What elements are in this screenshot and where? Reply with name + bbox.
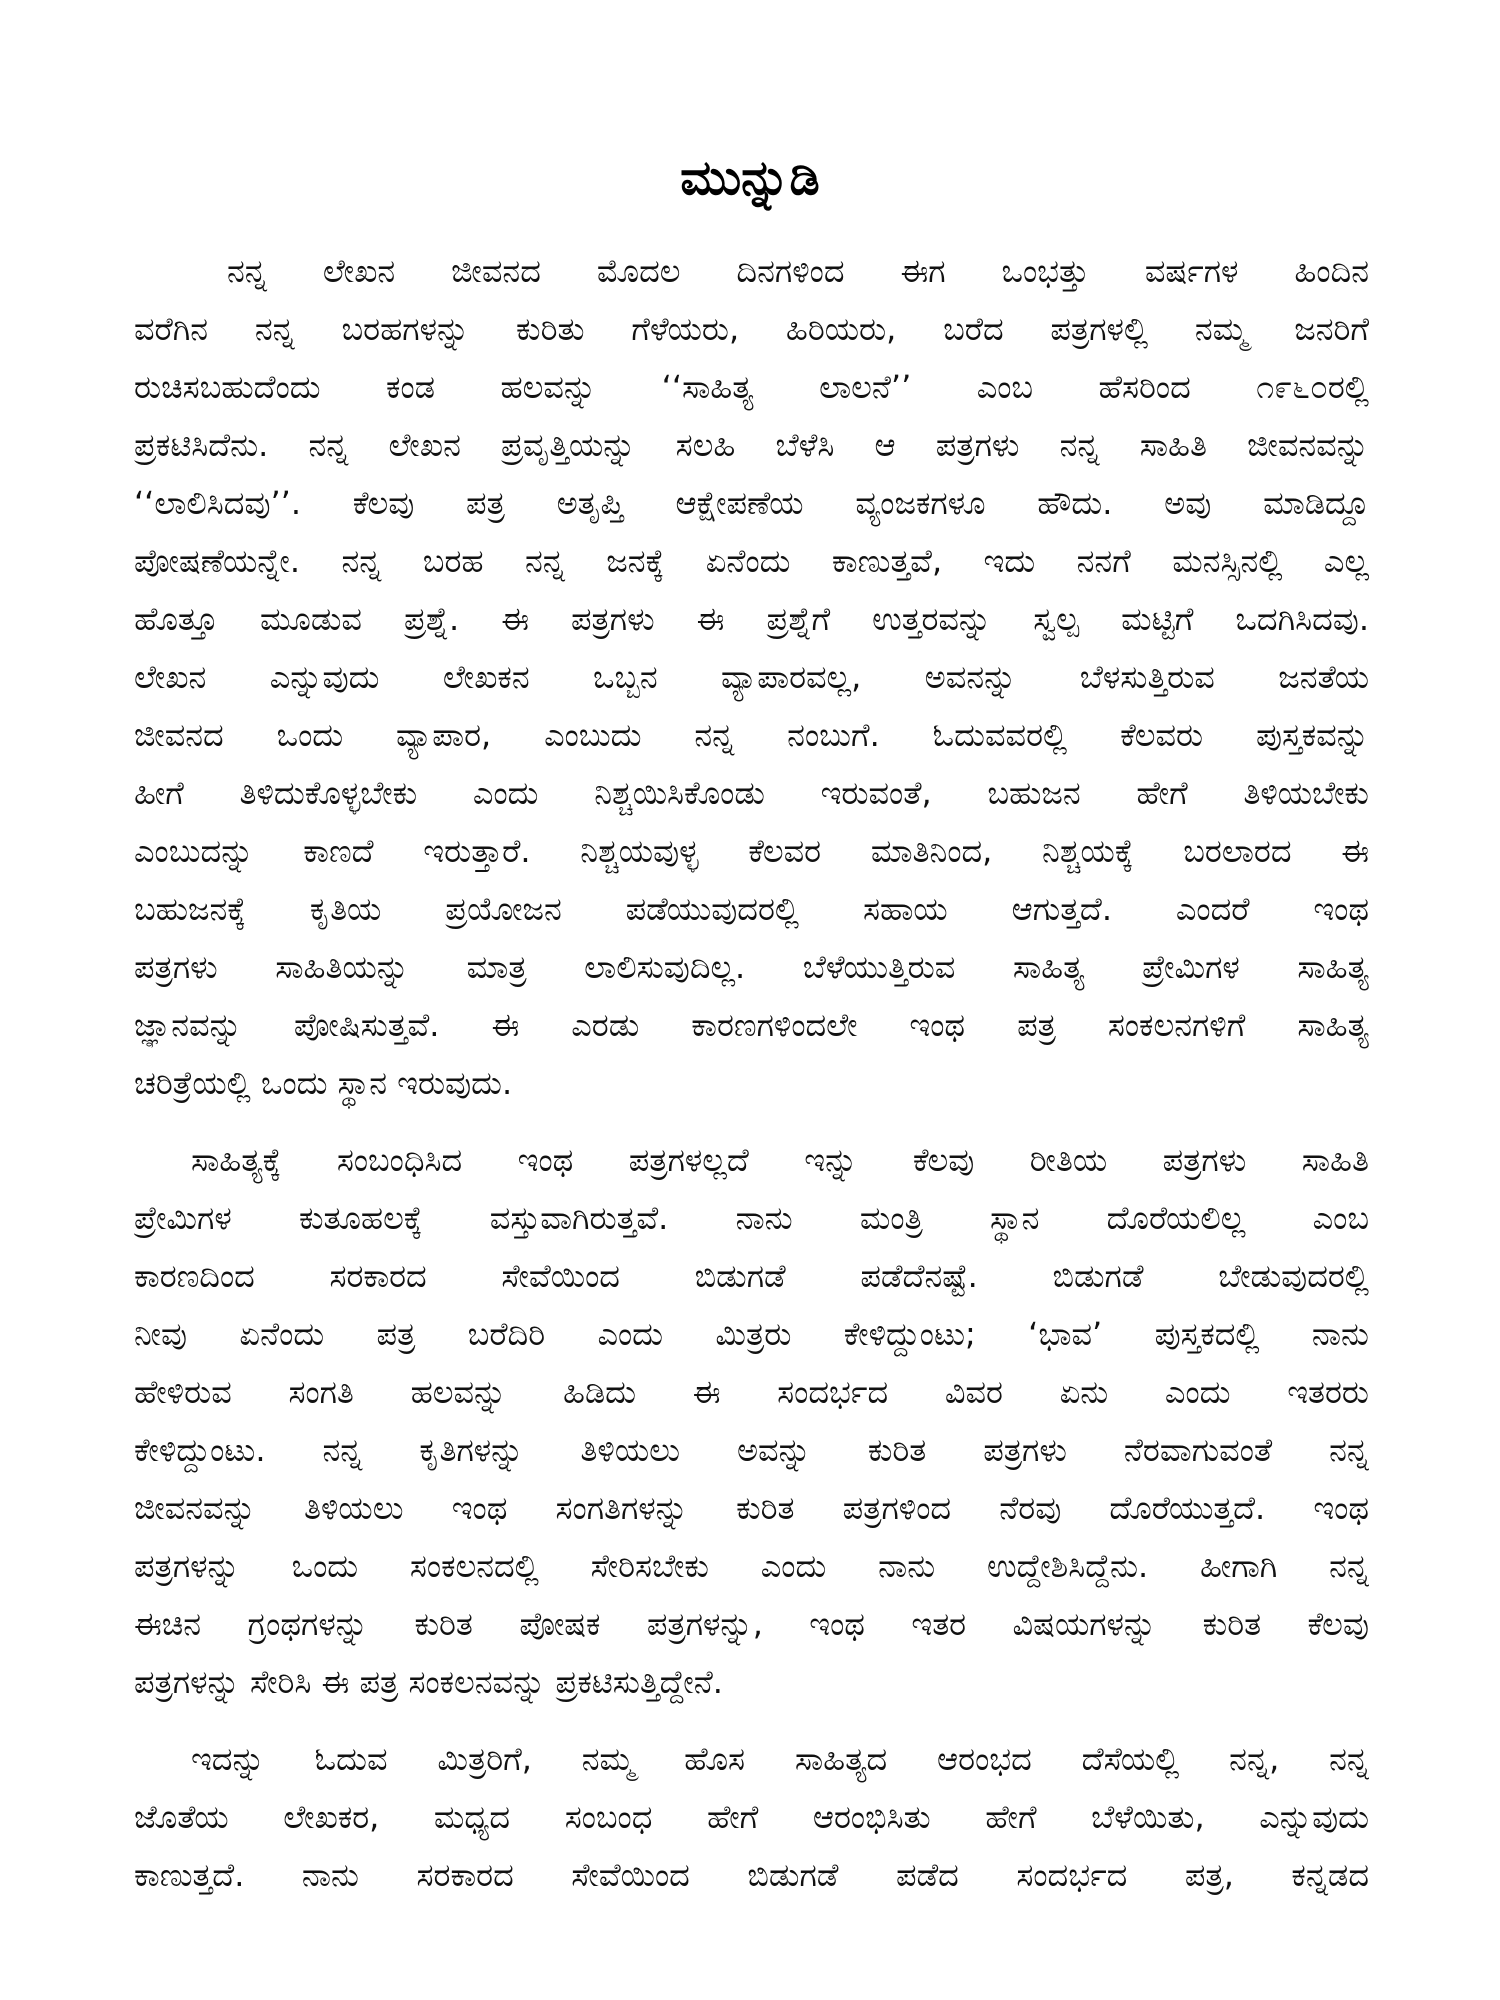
text-line: ಚರಿತ್ರೆಯಲ್ಲಿ ಒಂದು ಸ್ಥಾನ ಇರುವುದು. [134,1064,513,1102]
text-line: ಈಚಿನ ಗ್ರಂಥಗಳನ್ನು ಕುರಿತ ಪೋಷಕ ಪತ್ರಗಳನ್ನು, ಇಂಥ ಇತರ ವಿಷಯಗಳನ್ನು ಕುರಿತ ಕೆಲವು [134,1605,1369,1643]
text-line: ನೀವು ಏನೆಂದು ಪತ್ರ ಬರೆದಿರಿ ಎಂದು ಮಿತ್ರರು ಕೇಳಿದ್ದುಂಟು; ‘ಭಾವ’ ಪುಸ್ತಕದಲ್ಲಿ ನಾನು [134,1315,1369,1353]
text-line: ಕೇಳಿದ್ದುಂಟು. ನನ್ನ ಕೃತಿಗಳನ್ನು ತಿಳಿಯಲು ಅವನ್ನು ಕುರಿತ ಪತ್ರಗಳು ನೆರವಾಗುವಂತೆ ನನ್ನ [134,1431,1369,1469]
page-title: ಮುನ್ನುಡಿ [680,150,820,206]
text-line: ಎಂಬುದನ್ನು ಕಾಣದೆ ಇರುತ್ತಾರೆ. ನಿಶ್ಚಯವುಳ್ಳ ಕೆಲವರ ಮಾತಿನಿಂದ, ನಿಶ್ಚಯಕ್ಕೆ ಬರಲಾರದ ಈ [134,832,1369,870]
text-line: ‘‘ಲಾಲಿಸಿದವು’’. ಕೆಲವು ಪತ್ರ ಅತೃಪ್ತಿ ಆಕ್ಷೇಪಣೆಯ ವ್ಯಂಜಕಗಳೂ ಹೌದು. ಅವು ಮಾಡಿದ್ದೂ [134,484,1369,522]
text-line: ಪತ್ರಗಳನ್ನು ಒಂದು ಸಂಕಲನದಲ್ಲಿ ಸೇರಿಸಬೇಕು ಎಂದು ನಾನು ಉದ್ದೇಶಿಸಿದ್ದೆನು. ಹೀಗಾಗಿ ನನ್ನ [134,1547,1369,1585]
text-line: ಜೊತೆಯ ಲೇಖಕರ, ಮಧ್ಯದ ಸಂಬಂಧ ಹೇಗೆ ಆರಂಭಿಸಿತು ಹೇಗೆ ಬೆಳೆಯಿತು, ಎನ್ನುವುದು [134,1798,1369,1836]
text-line: ಹೇಳಿರುವ ಸಂಗತಿ ಹಲವನ್ನು ಹಿಡಿದು ಈ ಸಂದರ್ಭದ ವಿವರ ಏನು ಎಂದು ಇತರರು [134,1373,1369,1411]
text-line: ಸಾಹಿತ್ಯಕ್ಕೆ ಸಂಬಂಧಿಸಿದ ಇಂಥ ಪತ್ರಗಳಲ್ಲದೆ ಇನ್ನು ಕೆಲವು ರೀತಿಯ ಪತ್ರಗಳು ಸಾಹಿತಿ [191,1141,1369,1179]
text-line: ಪ್ರೇಮಿಗಳ ಕುತೂಹಲಕ್ಕೆ ವಸ್ತುವಾಗಿರುತ್ತವೆ. ನಾನು ಮಂತ್ರಿ ಸ್ಥಾನ ದೊರೆಯಲಿಲ್ಲ ಎಂಬ [134,1199,1369,1237]
paragraph-3 [134,1730,1369,1904]
text-line: ಲೇಖನ ಎನ್ನುವುದು ಲೇಖಕನ ಒಬ್ಬನ ವ್ಯಾಪಾರವಲ್ಲ, ಅವನನ್ನು ಬೆಳಸುತ್ತಿರುವ ಜನತೆಯ [134,658,1369,696]
paragraph-1 [134,242,1369,1112]
text-line: ಪ್ರಕಟಿಸಿದೆನು. ನನ್ನ ಲೇಖನ ಪ್ರವೃತ್ತಿಯನ್ನು ಸಲಹಿ ಬೆಳೆಸಿ ಆ ಪತ್ರಗಳು ನನ್ನ ಸಾಹಿತಿ ಜೀವನವನ್ನು [134,426,1369,464]
text-line: ಪತ್ರಗಳು ಸಾಹಿತಿಯನ್ನು ಮಾತ್ರ ಲಾಲಿಸುವುದಿಲ್ಲ. ಬೆಳೆಯುತ್ತಿರುವ ಸಾಹಿತ್ಯ ಪ್ರೇಮಿಗಳ ಸಾಹಿತ್ಯ [134,948,1369,986]
text-line: ಕಾರಣದಿಂದ ಸರಕಾರದ ಸೇವೆಯಿಂದ ಬಿಡುಗಡೆ ಪಡೆದೆನಷ್ಟೆ. ಬಿಡುಗಡೆ ಬೇಡುವುದರಲ್ಲಿ [134,1257,1369,1295]
paragraph-2 [134,1131,1369,1711]
text-line: ವರೆಗಿನ ನನ್ನ ಬರಹಗಳನ್ನು ಕುರಿತು ಗೆಳೆಯರು, ಹಿರಿಯರು, ಬರೆದ ಪತ್ರಗಳಲ್ಲಿ ನಮ್ಮ ಜನರಿಗೆ [134,310,1369,348]
text-line: ಕಾಣುತ್ತದೆ. ನಾನು ಸರಕಾರದ ಸೇವೆಯಿಂದ ಬಿಡುಗಡೆ ಪಡೆದ ಸಂದರ್ಭದ ಪತ್ರ, ಕನ್ನಡದ [134,1856,1369,1894]
text-line: ಜ್ಞಾನವನ್ನು ಪೋಷಿಸುತ್ತವೆ. ಈ ಎರಡು ಕಾರಣಗಳಿಂದಲೇ ಇಂಥ ಪತ್ರ ಸಂಕಲನಗಳಿಗೆ ಸಾಹಿತ್ಯ [134,1006,1369,1044]
text-line: ಹೀಗೆ ತಿಳಿದುಕೊಳ್ಳಬೇಕು ಎಂದು ನಿಶ್ಚಯಿಸಿಕೊಂಡು ಇರುವಂತೆ, ಬಹುಜನ ಹೇಗೆ ತಿಳಿಯಬೇಕು [134,774,1369,812]
text-line: ಹೊತ್ತೂ ಮೂಡುವ ಪ್ರಶ್ನೆ. ಈ ಪತ್ರಗಳು ಈ ಪ್ರಶ್ನೆಗೆ ಉತ್ತರವನ್ನು ಸ್ವಲ್ಪ ಮಟ್ಟಿಗೆ ಒದಗಿಸಿದವು. [134,600,1369,638]
text-line: ಜೀವನವನ್ನು ತಿಳಿಯಲು ಇಂಥ ಸಂಗತಿಗಳನ್ನು ಕುರಿತ ಪತ್ರಗಳಿಂದ ನೆರವು ದೊರೆಯುತ್ತದೆ. ಇಂಥ [134,1489,1369,1527]
text-line: ಪತ್ರಗಳನ್ನು ಸೇರಿಸಿ ಈ ಪತ್ರ ಸಂಕಲನವನ್ನು ಪ್ರಕಟಿಸುತ್ತಿದ್ದೇನೆ. [134,1663,723,1701]
text-line: ಪೋಷಣೆಯನ್ನೇ. ನನ್ನ ಬರಹ ನನ್ನ ಜನಕ್ಕೆ ಏನೆಂದು ಕಾಣುತ್ತವೆ, ಇದು ನನಗೆ ಮನಸ್ಸಿನಲ್ಲಿ ಎಲ್ಲ [134,542,1369,580]
text-line: ಜೀವನದ ಒಂದು ವ್ಯಾಪಾರ, ಎಂಬುದು ನನ್ನ ನಂಬುಗೆ. ಓದುವವರಲ್ಲಿ ಕೆಲವರು ಪುಸ್ತಕವನ್ನು [134,716,1369,754]
text-line: ನನ್ನ ಲೇಖನ ಜೀವನದ ಮೊದಲ ದಿನಗಳಿಂದ ಈಗ ಒಂಭತ್ತು ವರ್ಷಗಳ ಹಿಂದಿನ [227,252,1369,290]
text-line: ರುಚಿಸಬಹುದೆಂದು ಕಂಡ ಹಲವನ್ನು ‘‘ಸಾಹಿತ್ಯ ಲಾಲನೆ’’ ಎಂಬ ಹೆಸರಿಂದ ೧೯೬೦ರಲ್ಲಿ [134,368,1369,406]
text-line: ಇದನ್ನು ಓದುವ ಮಿತ್ರರಿಗೆ, ನಮ್ಮ ಹೊಸ ಸಾಹಿತ್ಯದ ಆರಂಭದ ದೆಸೆಯಲ್ಲಿ ನನ್ನ, ನನ್ನ [191,1740,1369,1778]
document-body [134,242,1369,1904]
text-line: ಬಹುಜನಕ್ಕೆ ಕೃತಿಯ ಪ್ರಯೋಜನ ಪಡೆಯುವುದರಲ್ಲಿ ಸಹಾಯ ಆಗುತ್ತದೆ. ಎಂದರೆ ಇಂಥ [134,890,1369,928]
